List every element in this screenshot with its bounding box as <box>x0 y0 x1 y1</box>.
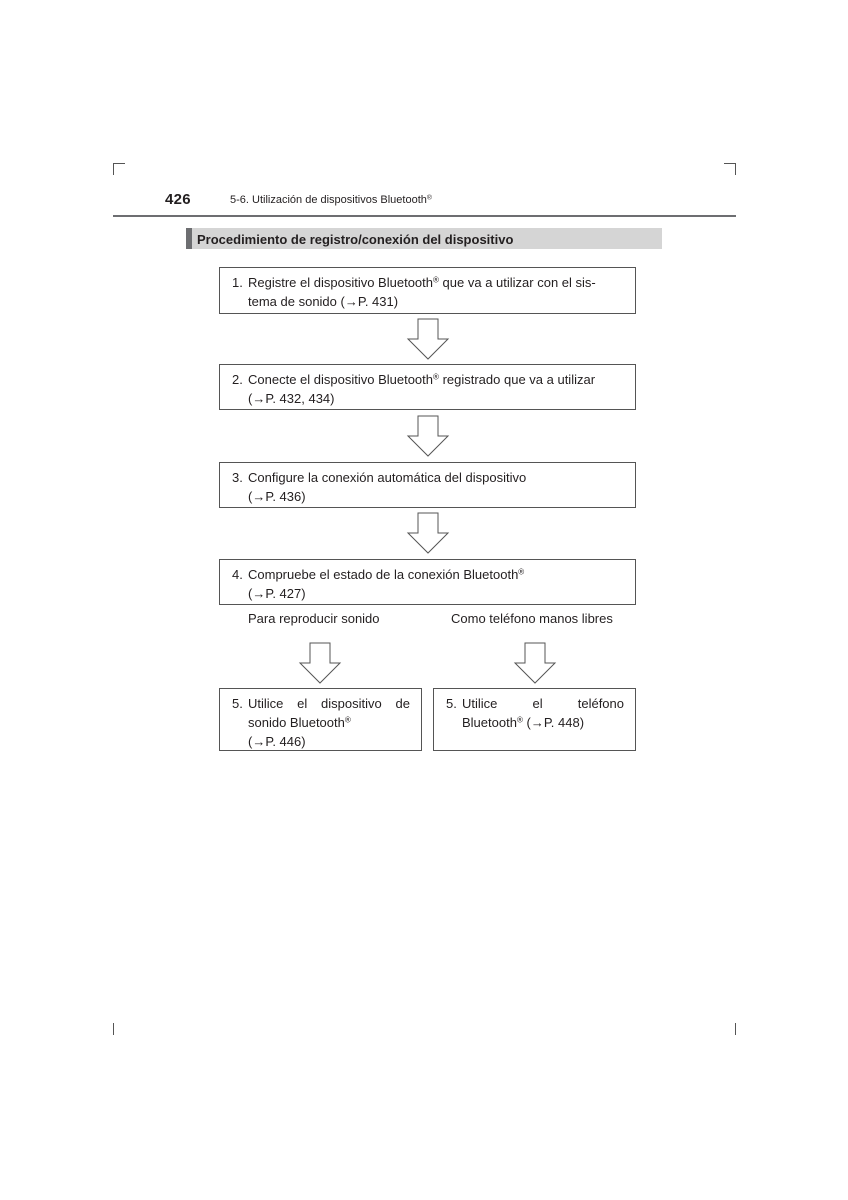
step-text: Conecte el dispositivo Bluetooth® registrado que va a utilizar (→P. 432, 434) <box>248 372 596 406</box>
crop-mark-bottom-right-v <box>735 1023 736 1035</box>
step-4-box <box>219 559 636 605</box>
down-arrow-icon <box>298 642 342 684</box>
section-title: 5-6. Utilización de dispositivos Bluetooth® <box>230 194 432 206</box>
step-number: 2. <box>232 372 243 387</box>
down-arrow-icon <box>406 318 450 360</box>
step-text: Utilice el dispositivo de sonido Bluetooth® (→P. 446) <box>248 696 410 749</box>
page-number: 426 <box>165 191 191 208</box>
step-number: 4. <box>232 567 243 582</box>
step-number: 5. <box>232 696 243 711</box>
down-arrow-icon <box>406 415 450 457</box>
crop-mark-top-left-v <box>113 163 114 175</box>
step-5-audio-box <box>219 688 422 751</box>
step-5-phone-box <box>433 688 636 751</box>
step-text: Registre el dispositivo Bluetooth® que va a utilizar con el sis- tema de sonido (→P. 431) <box>248 275 596 309</box>
step-text: Utilice el teléfono Bluetooth® (→P. 448) <box>462 696 624 730</box>
step-2-box <box>219 364 636 410</box>
branch-label-audio: Para reproducir sonido <box>248 611 380 626</box>
step-text: Compruebe el estado de la conexión Bluetooth® (→P. 427) <box>248 567 525 601</box>
step-number: 3. <box>232 470 243 485</box>
heading-marker <box>186 228 192 249</box>
crop-mark-top-left-h <box>113 163 125 164</box>
header-rule <box>113 215 736 217</box>
step-1-box <box>219 267 636 314</box>
procedure-heading: Procedimiento de registro/conexión del dispositivo <box>197 232 514 247</box>
down-arrow-icon <box>513 642 557 684</box>
down-arrow-icon <box>406 512 450 554</box>
step-3-box <box>219 462 636 508</box>
procedure-heading-bar <box>186 228 662 249</box>
branch-label-phone: Como teléfono manos libres <box>451 611 613 626</box>
crop-mark-top-right-v <box>735 163 736 175</box>
crop-mark-bottom-left-v <box>113 1023 114 1035</box>
step-number: 1. <box>232 275 243 290</box>
step-text: Configure la conexión automática del dispositivo (→P. 436) <box>248 470 527 504</box>
step-number: 5. <box>446 696 457 711</box>
